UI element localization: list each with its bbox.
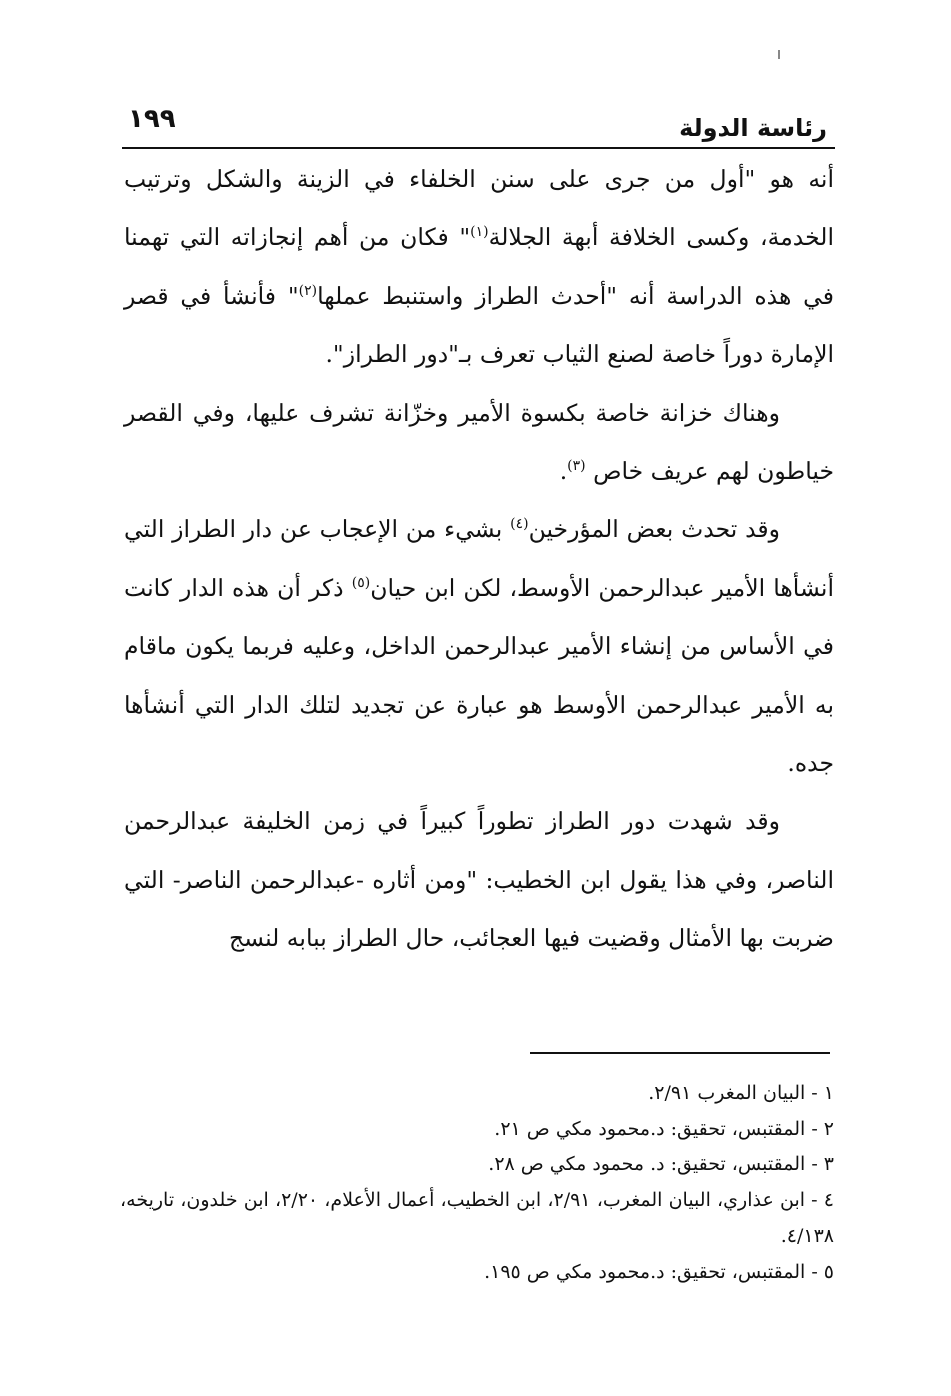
paragraph-1-text-b: " فكان من أهم إنجازاته التي تهمنا في هذه الدراسة أنه "أحدث الطراز واستنبط عملها [124, 223, 834, 310]
page-number: ١٩٩ [128, 104, 176, 134]
paragraph-3-text-a: وقد تحدث بعض المؤرخين [528, 515, 780, 544]
running-title: رئاسة الدولة [679, 114, 827, 142]
header-rule [122, 147, 835, 149]
paragraph-2-text-a: وهناك خزانة خاصة بكسوة الأمير وخزّانة تشرف عليها، وفي القصر خياطون لهم عريف خاص [124, 398, 834, 486]
paragraph-2-text-b: . [559, 457, 568, 486]
footnote-ref-3[interactable]: (٣) [567, 458, 586, 475]
footnote-ref-5[interactable]: (٥) [351, 575, 371, 592]
paragraph-3-text-b: بشيء من الإعجاب عن دار الطراز التي أنشأها الأمير عبدالرحمن الأوسط، لكن ابن حيان [124, 515, 834, 602]
paragraph-1-text-a: أنه هو "أول من جرى على سنن الخلفاء في الزينة والشكل وترتيب الخدمة، وكسى الخلافة أبهة الجلالة [124, 165, 834, 252]
paragraph-1 [124, 150, 834, 384]
footnote-2: ٢ - المقتبس، تحقيق: د.محمود مكي ص ٢١. [494, 1117, 834, 1140]
footnote-5: ٥ - المقتبس، تحقيق: د.محمود مكي ص ١٩٥. [484, 1260, 834, 1283]
paragraph-2 [124, 384, 834, 501]
footnotes [120, 1076, 834, 1290]
main-text [124, 150, 834, 968]
scan-speck [778, 50, 780, 59]
paragraph-1-text-c: " فأنشأ في قصر الإمارة دوراً خاصة لصنع الثياب تعرف بـ"دور الطراز". [124, 281, 834, 369]
footnote-ref-4[interactable]: (٤) [510, 516, 529, 533]
footnote-4: ٤ - ابن عذاري، البيان المغرب، ٢/٩١، ابن الخطيب، أعمال الأعلام، ٢/٢٠، ابن خلدون، تاريخه، ٤/١٣٨. [120, 1189, 834, 1247]
footnote-ref-1[interactable]: (١) [470, 224, 489, 241]
footnote-ref-2[interactable]: (٢) [298, 282, 318, 299]
paragraph-3-text-c: ذكر أن هذه الدار كانت في الأساس من إنشاء الأمير عبدالرحمن الداخل، وعليه فربما يكون ماقام به الأمير عبدالرحمن الأوسط هو عبارة عن تجديد لتلك الدار التي أنشأها جده. [124, 573, 834, 778]
footnote-separator [530, 1052, 830, 1054]
paragraph-4: وقد شهدت دور الطراز تطوراً كبيراً في زمن الخليفة عبدالرحمن الناصر، وفي هذا يقول ابن الخطيب: "ومن أثاره -عبدالرحمن الناصر- التي ضربت بها الأمثال وقضيت فيها العجائب، حال الطراز ببابه لنسج [124, 807, 834, 953]
footnote-1: ١ - البيان المغرب ٢/٩١. [648, 1082, 834, 1104]
footnote-3: ٣ - المقتبس، تحقيق: د. محمود مكي ص ٢٨. [488, 1153, 834, 1176]
paragraph-3 [124, 500, 834, 792]
